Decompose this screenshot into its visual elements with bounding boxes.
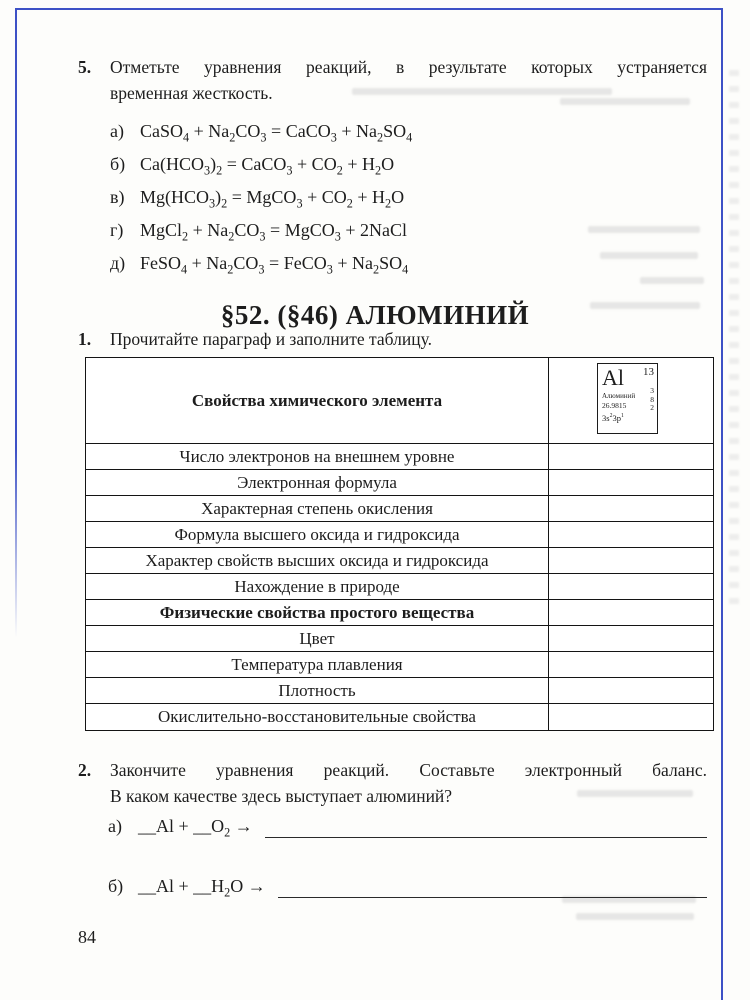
exercise-5-number: 5. <box>78 57 92 77</box>
equation-row <box>110 213 707 246</box>
table-row <box>86 626 713 652</box>
table-header-right <box>549 358 713 443</box>
page-frame-right-line <box>721 8 723 1000</box>
equation-formula: CaSO$_4$ + $Na_2CO_3$ = CaCO$_3$ + $Na_2SO_4$ <box>140 120 413 145</box>
element-shells <box>650 387 654 413</box>
prompt-line: временная жесткость. <box>110 83 273 103</box>
element-name: Алюминий <box>602 392 636 400</box>
equation-label: д) <box>110 252 126 273</box>
bleed-through-artifact <box>576 913 694 920</box>
property-label: Электронная формула <box>86 470 549 495</box>
exercise-1-number: 1. <box>78 329 92 349</box>
equation-formula: $Ca(HCO_3)_2$ = CaCO$_3$ + $CO_2 + H_2O$ <box>140 153 395 178</box>
element-atomic-mass: 26.9815 <box>602 401 627 410</box>
element-shell-count: 3 <box>650 386 654 395</box>
property-label: Число электронов на внешнем уровне <box>86 444 549 469</box>
answer-cell <box>549 678 713 703</box>
prompt-line: Закончите уравнения реакций. Составьте электронный баланс. <box>110 760 707 780</box>
element-atomic-number: 13 <box>643 366 654 378</box>
equation-list <box>110 114 707 279</box>
answer-blank-line <box>265 814 707 838</box>
property-label: Цвет <box>86 626 549 651</box>
equation-formula: __Al + $\_\_O_2$ → <box>138 816 253 840</box>
answer-cell <box>549 470 713 495</box>
exercise-1 <box>78 326 707 352</box>
property-label: Нахождение в природе <box>86 574 549 599</box>
exercise-5 <box>78 54 707 279</box>
answer-cell <box>549 574 713 599</box>
property-label: Характер свойств высших оксида и гидроксида <box>86 548 549 573</box>
prompt-line: Отметьте уравнения реакций, в результате которых устраняется <box>110 57 707 77</box>
equation-formula: $Mg(HCO_3)_2$ = MgCO$_3$ + $CO_2 + H_2O$ <box>140 186 405 211</box>
exercise-2-prompt <box>110 757 707 809</box>
answer-blank-line <box>278 874 707 898</box>
element-card-aluminium <box>597 363 658 434</box>
property-label: Плотность <box>86 678 549 703</box>
answer-cell <box>549 444 713 469</box>
equation-row <box>110 114 707 147</box>
equation-formula: FeSO$_4$ + $Na_2CO_3$ = FeCO$_3$ + $Na_2SO_4$ <box>140 252 409 277</box>
answer-cell <box>549 626 713 651</box>
bleed-through-artifact <box>729 70 739 610</box>
equation-label: а) <box>110 120 124 141</box>
equation-label: б) <box>110 153 126 174</box>
answer-cell <box>549 652 713 677</box>
table-row <box>86 678 713 704</box>
page-number: 84 <box>78 927 96 947</box>
equation-formula: MgCl$_2$ + $Na_2CO_3$ = MgCO$_3$ + 2NaCl <box>140 219 407 244</box>
equation-row <box>110 147 707 180</box>
table-row <box>86 652 713 678</box>
table-row <box>86 522 713 548</box>
equation-label: а) <box>108 816 122 836</box>
reaction-item-b <box>108 874 707 898</box>
element-shell-count: 8 <box>650 394 654 404</box>
answer-cell <box>549 600 713 625</box>
table-header-left: Свойства химического элемента <box>86 358 549 443</box>
equation-formula: __Al + $\_\_H_2O$ → <box>138 876 266 900</box>
equation-row <box>110 246 707 279</box>
equation-label: в) <box>110 186 125 207</box>
exercise-2-number: 2. <box>78 760 92 780</box>
table-row <box>86 496 713 522</box>
equation-label: б) <box>108 876 124 896</box>
answer-cell <box>549 548 713 573</box>
table-row <box>86 470 713 496</box>
element-shell-count: 2 <box>650 403 654 412</box>
equation-label: г) <box>110 219 124 240</box>
prompt-line: В каком качестве здесь выступает алюминий? <box>110 786 453 806</box>
table-row <box>86 704 713 730</box>
exercise-1-prompt: Прочитайте параграф и заполните таблицу. <box>110 329 432 349</box>
property-label: Окислительно-восстановительные свойства <box>86 704 549 730</box>
section-title: §52. (§46) АЛЮМИНИЙ <box>220 300 530 331</box>
table-row <box>86 444 713 470</box>
answer-cell <box>549 522 713 547</box>
answer-cell <box>549 704 713 730</box>
table-subheader: Физические свойства простого вещества <box>86 600 549 625</box>
equation-row <box>110 180 707 213</box>
table-header-row <box>86 358 713 444</box>
property-label: Температура плавления <box>86 652 549 677</box>
element-card-main <box>602 366 641 431</box>
table-row <box>86 548 713 574</box>
element-card-side <box>641 366 654 431</box>
element-electron-config: $3s^23p^1$ <box>602 413 624 423</box>
reaction-item-a <box>108 814 707 838</box>
answer-cell <box>549 496 713 521</box>
property-label: Характерная степень окисления <box>86 496 549 521</box>
table-subheader-row <box>86 600 713 626</box>
element-symbol: Al <box>602 365 624 390</box>
exercise-5-prompt <box>110 54 707 106</box>
exercise-2 <box>78 757 707 809</box>
page-frame-top-line <box>16 8 722 10</box>
properties-table <box>85 357 714 731</box>
property-label: Формула высшего оксида и гидроксида <box>86 522 549 547</box>
table-row <box>86 574 713 600</box>
